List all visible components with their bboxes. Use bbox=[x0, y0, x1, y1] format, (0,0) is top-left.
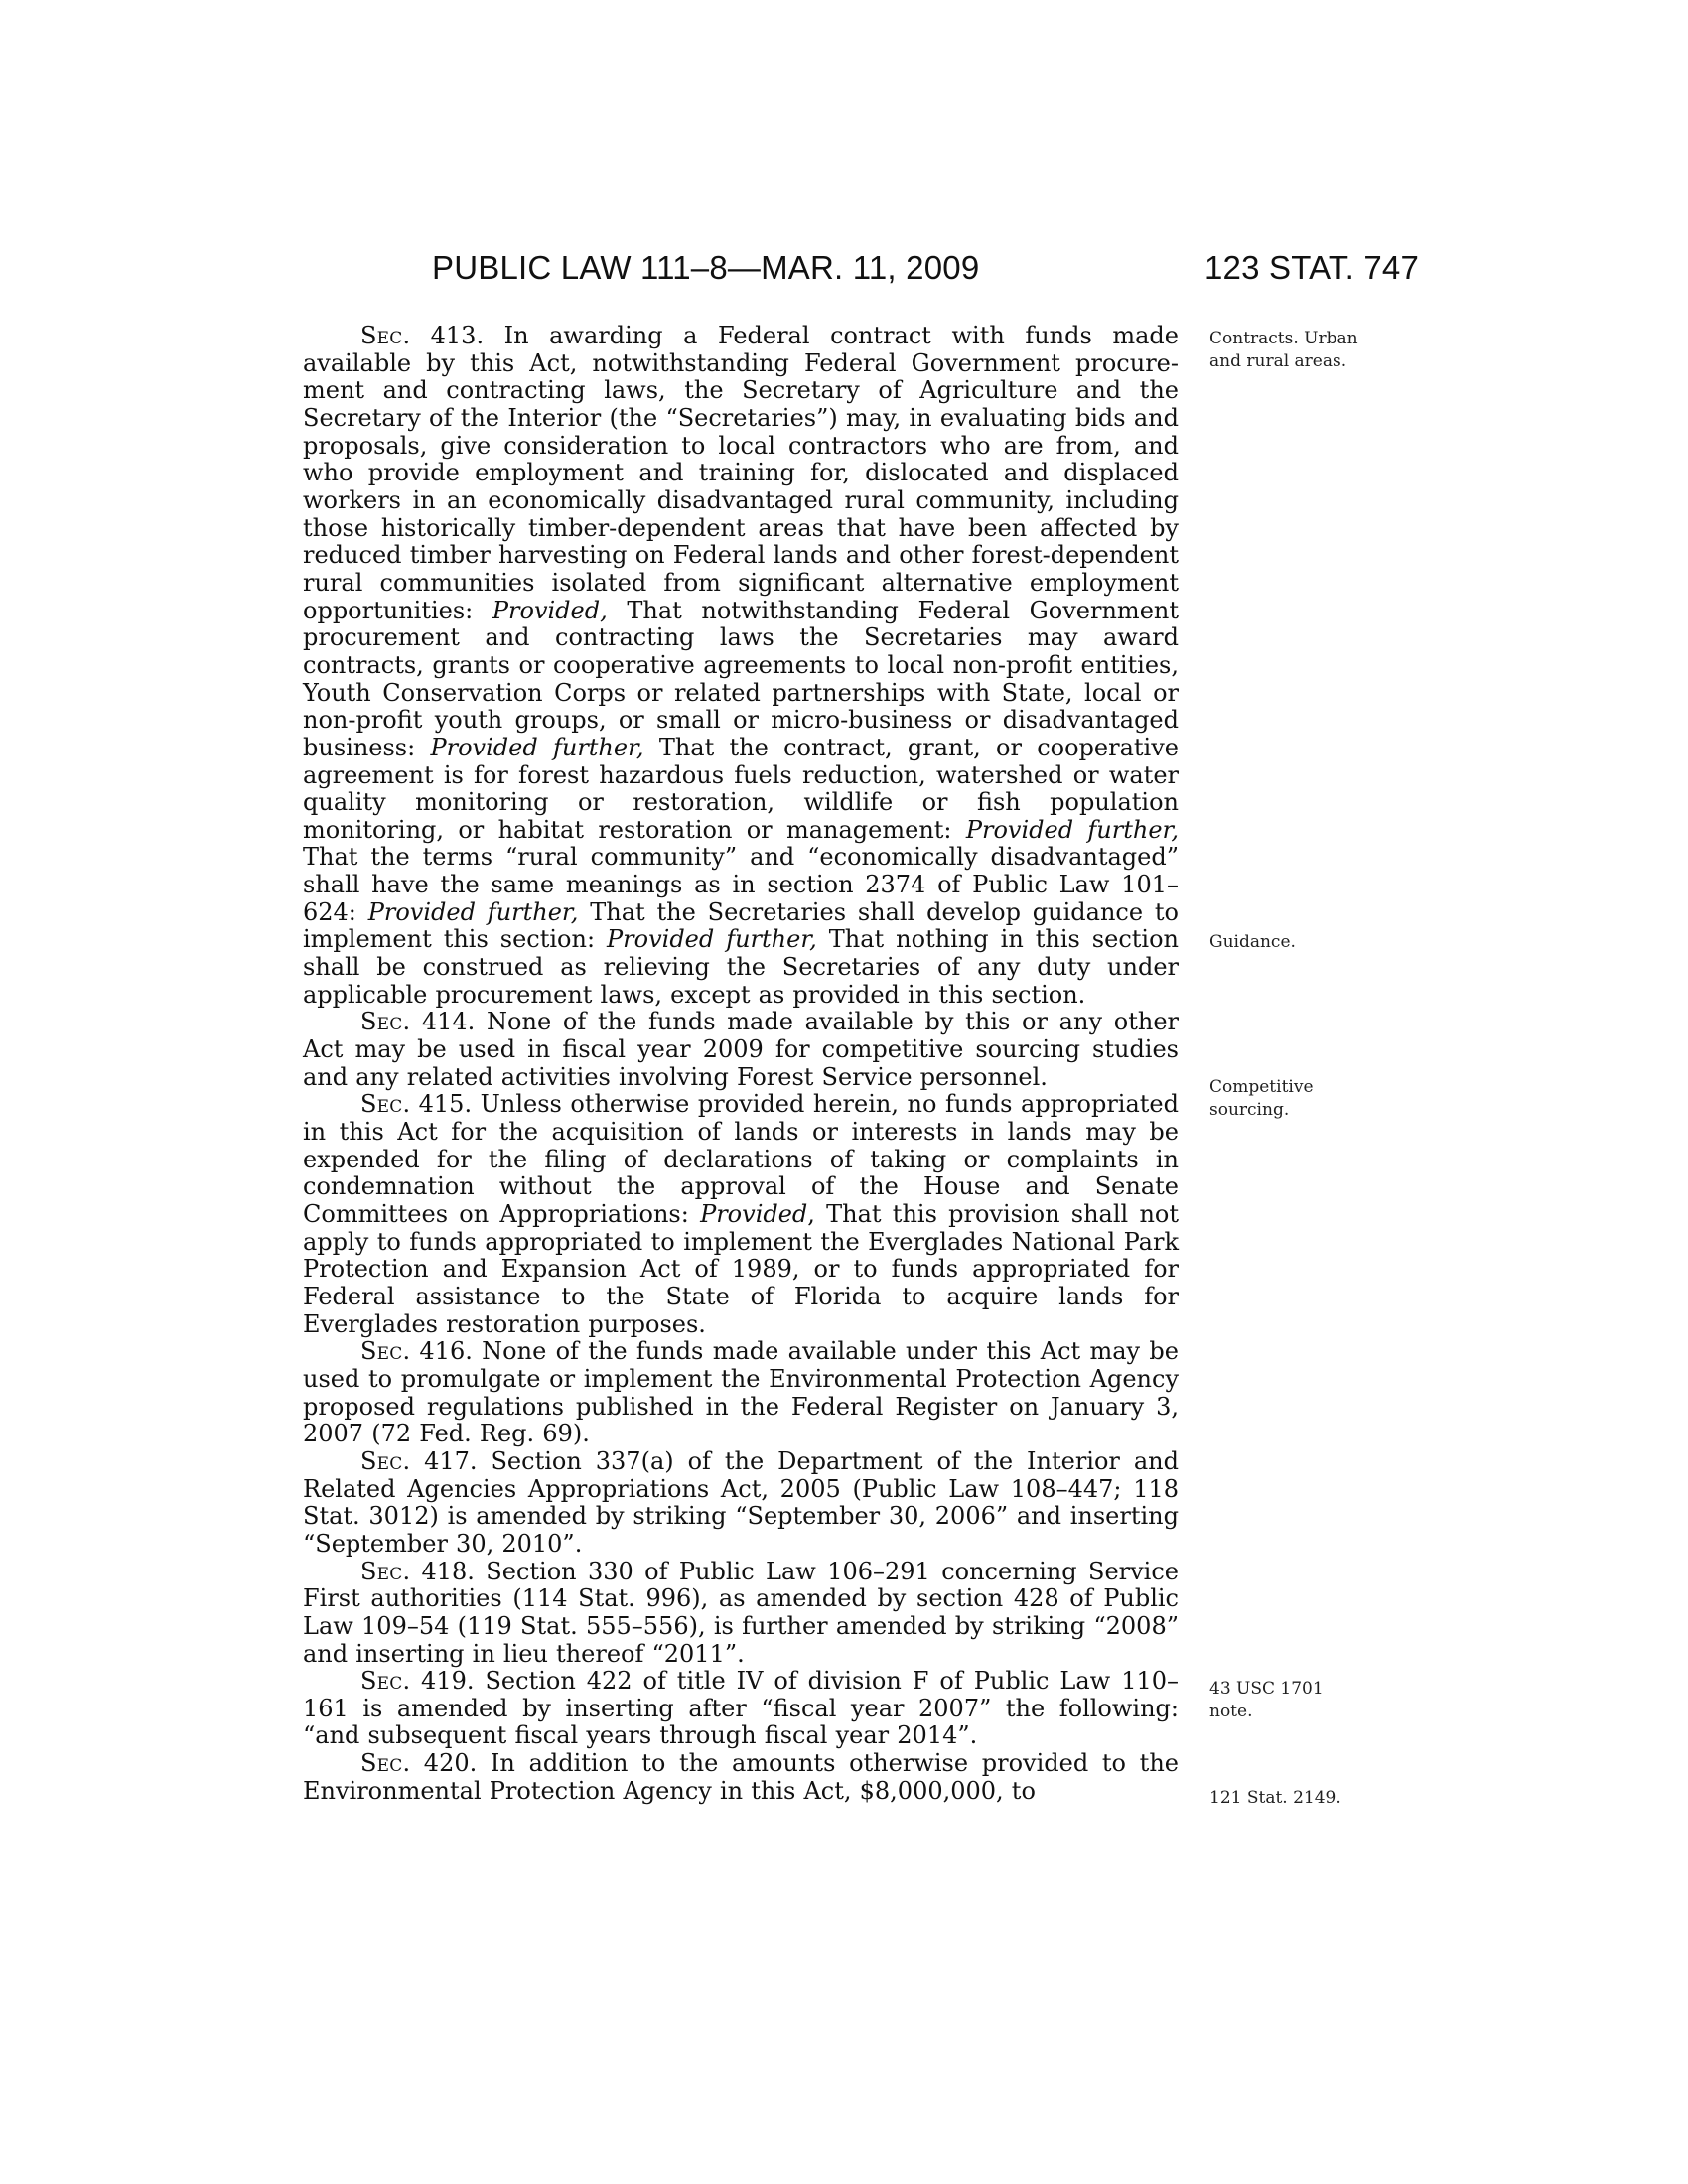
margin-note-competitive-sourcing: Competitive sourcing. bbox=[1209, 1077, 1314, 1120]
section-414-text: . 414. None of the funds made available by this or any other Act may be used in fiscal year 2009 for competitive sourcing studies and any related activities involving Forest Service personnel. bbox=[303, 1008, 1179, 1091]
margin-note-statute-citation: 121 Stat. 2149. bbox=[1209, 1788, 1341, 1808]
section-415-text: . 415. Unless otherwise provided herein, no funds appropriated in this Act for the acquisition of lands or interests in lands may be expended for the filing of declarations of taking or complaints in condemnation without the approval of the House and Senate Committees on Appropriations: bbox=[303, 1090, 1179, 1228]
margin-note-usc-citation: 43 USC 1701 note. bbox=[1209, 1679, 1324, 1721]
section-label: Sec bbox=[360, 1090, 403, 1119]
section-418 bbox=[303, 1559, 1179, 1669]
section-label: Sec bbox=[360, 1557, 403, 1585]
section-415 bbox=[303, 1091, 1179, 1338]
section-413-text: . 413. In awarding a Federal contract with funds made available by this Act, notwithstanding Federal Government procurement and contracting laws, the Secretary of Agriculture and the Secretary of the Interior (the “Secretaries”) may, in evaluating bids and proposals, give consideration to local contractors who are from, and who provide employment and training for, dislocated and displaced workers in an economically disadvantaged rural community, including those historically timber-dependent areas that have been affected by reduced timber harvesting on Federal lands and other forest-dependent rural communities isolated from significant alternative employment opportunities: bbox=[303, 322, 1179, 624]
statute-page-number: 123 STAT. 747 bbox=[1204, 249, 1420, 286]
section-416 bbox=[303, 1338, 1179, 1448]
section-413-text-continued: That notwithstanding Federal Government procurement and contracting laws the Secretaries may award contracts, grants or cooperative agreements to local non-profit entities, Youth Conservation Corps or related partnerships with State, local or non-profit youth groups, or small or micro-business or disadvantaged business: bbox=[303, 596, 1179, 761]
section-417-text: . 417. Section 337(a) of the Department of the Interior and Related Agencies Appropriations Act, 2005 (Public Law 108–447; 118 Stat. 3012) is amended by striking “September 30, 2006” and inserting “September 30, 2010”. bbox=[303, 1446, 1179, 1558]
provided-clause: Provided, bbox=[492, 596, 608, 624]
section-416-text: . 416. None of the funds made available under this Act may be used to promulgate or implement the Environmental Protection Agency proposed regulations published in the Federal Register on January 3, 2007 (72 Fed. Reg. 69). bbox=[303, 1337, 1179, 1448]
section-label: Sec bbox=[360, 1337, 403, 1366]
section-label: Sec bbox=[360, 322, 403, 349]
section-413-text-continued: That the terms “rural community” and “economically disadvantaged” shall have the same meanings as in section 2374 of Public Law 101–624: bbox=[303, 843, 1179, 926]
section-label: Sec bbox=[360, 1749, 403, 1778]
section-label: Sec bbox=[360, 1008, 403, 1036]
section-417 bbox=[303, 1448, 1179, 1559]
section-label: Sec bbox=[360, 1667, 403, 1696]
provided-clause: Provided bbox=[700, 1200, 808, 1228]
section-418-text: . 418. Section 330 of Public Law 106–291 concerning Service First authorities (114 Stat. 996), as amended by section 428 of Public Law 109–54 (119 Stat. 555–556), is further amended by striking “2008” and inserting in lieu thereof “2011”. bbox=[303, 1557, 1179, 1668]
provided-further-clause: Provided further, bbox=[965, 815, 1179, 844]
section-414 bbox=[303, 1009, 1179, 1091]
section-419 bbox=[303, 1668, 1179, 1750]
section-415-text-continued: , That this provision shall not apply to funds appropriated to implement the Everglades National Park Protection and Expansion Act of 1989, or to funds appropriated for Federal assistance to the State of Florida to acquire lands for Everglades restoration purposes. bbox=[303, 1200, 1180, 1338]
provided-further-clause: Provided further, bbox=[430, 733, 644, 761]
margin-note-contracts: Contracts. Urban and rural areas. bbox=[1209, 329, 1358, 371]
section-label: Sec bbox=[360, 1446, 403, 1475]
section-413-text-continued: That the contract, grant, or cooperative agreement is for forest hazardous fuels reduction, watershed or water quality monitoring or restoration, wildlife or fish population monitoring, or habitat restoration or management: bbox=[303, 733, 1179, 844]
section-413-text-continued: That the Secretaries shall develop guidance to implement this section: bbox=[303, 897, 1179, 954]
law-text bbox=[303, 323, 1179, 1805]
provided-further-clause: Provided further, bbox=[607, 925, 817, 954]
provided-further-clause: Provided further, bbox=[367, 897, 579, 926]
margin-note-guidance: Guidance. bbox=[1209, 932, 1296, 952]
section-419-text: . 419. Section 422 of title IV of division F of Public Law 110–161 is amended by inserting after “fiscal year 2007” the following: “and subsequent fiscal years through fiscal year 2014”. bbox=[303, 1667, 1179, 1750]
page-title: PUBLIC LAW 111–8—MAR. 11, 2009 bbox=[432, 249, 980, 286]
section-413-text-continued: That nothing in this section shall be construed as relieving the Secretaries of any duty under applicable procurement laws, except as provided in this section. bbox=[303, 925, 1179, 1009]
section-420 bbox=[303, 1750, 1179, 1805]
section-413 bbox=[303, 323, 1179, 1009]
section-420-text: . 420. In addition to the amounts otherwise provided to the Environmental Protection Agency in this Act, $8,000,000, to bbox=[303, 1749, 1179, 1805]
